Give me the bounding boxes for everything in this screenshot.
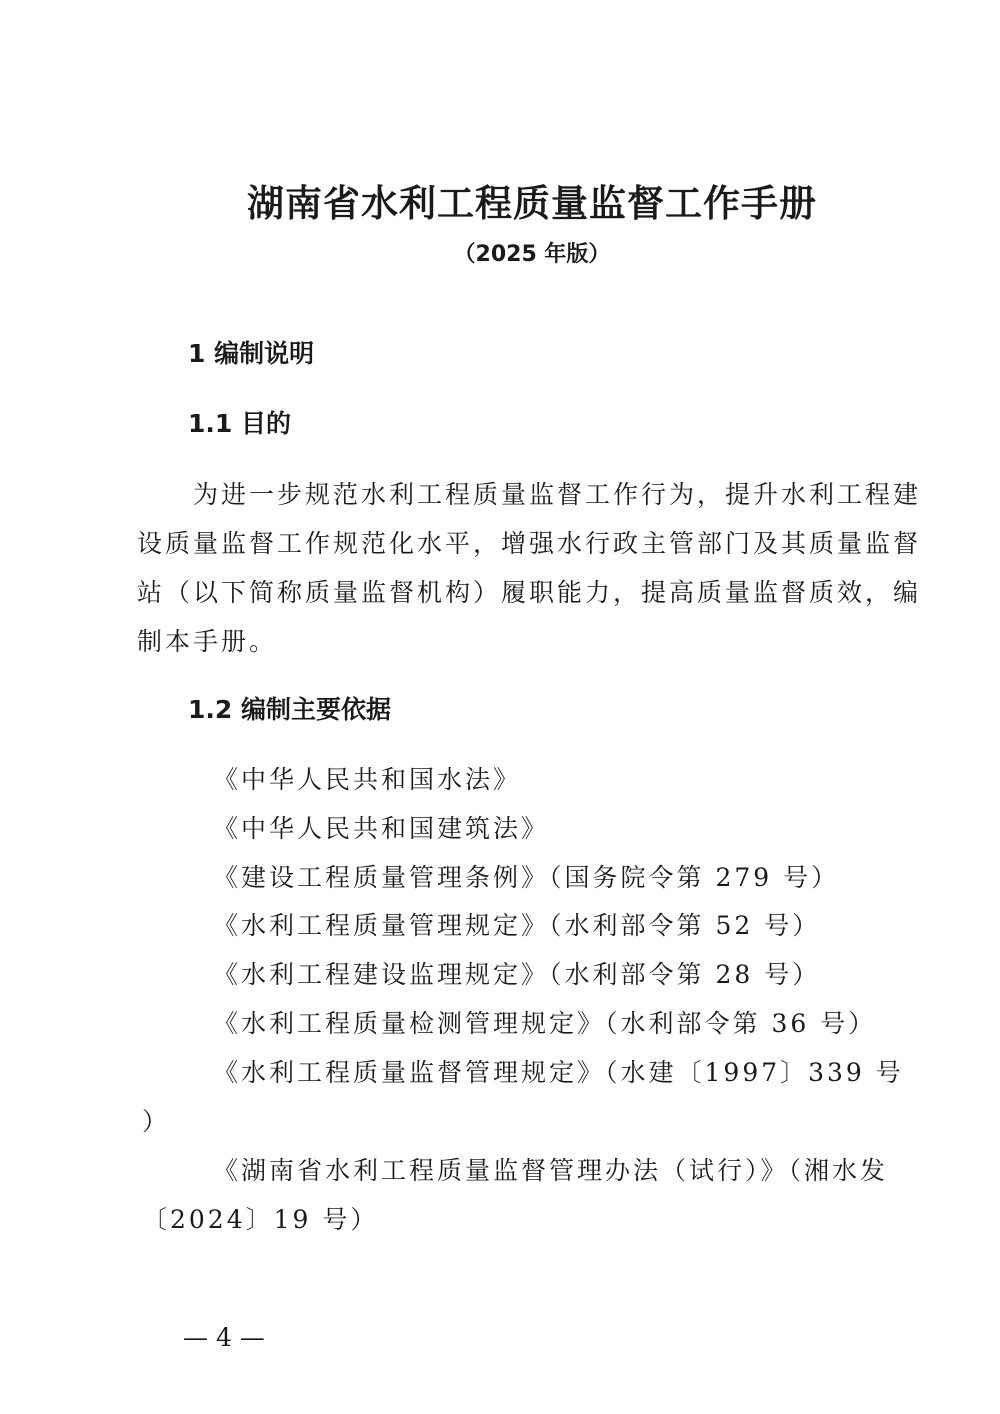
section-heading-1-1: 1.1 目的 [188,409,291,438]
purpose-line: 制本手册。 [137,627,278,656]
purpose-line: 设质量监督工作规范化水平，增强水行政主管部门及其质量监督 [137,529,922,558]
reference-item-continuation: 〔2024〕19 号） [142,1205,379,1234]
reference-item: 《中华人民共和国建筑法》 [213,814,550,843]
reference-item: 《中华人民共和国水法》 [213,765,522,794]
document-title: 湖南省水利工程质量监督工作手册 [247,182,817,225]
reference-item: 《建设工程质量管理条例》（国务院令第 279 号） [213,863,840,892]
purpose-paragraph [137,470,922,666]
document-subtitle: （2025 年版） [453,242,611,267]
section-heading-1-2: 1.2 编制主要依据 [188,695,391,724]
purpose-line: 为进一步规范水利工程质量监督工作行为，提升水利工程建 [137,480,922,509]
reference-item: 《水利工程质量检测管理规定》（水利部令第 36 号） [213,1009,877,1038]
page-number: — 4 — [183,1323,265,1352]
purpose-line: 站（以下简称质量监督机构）履职能力，提高质量监督质效，编 [137,578,922,607]
reference-item: 《水利工程质量管理规定》（水利部令第 52 号） [213,911,821,940]
reference-item: 《水利工程建设监理规定》（水利部令第 28 号） [213,960,821,989]
section-heading-1: 1 编制说明 [188,339,315,368]
reference-item-continuation: ） [142,1107,171,1136]
reference-item: 《湖南省水利工程质量监督管理办法（试行）》（湘水发 [213,1156,889,1185]
reference-item: 《水利工程质量监督管理规定》（水建〔1997〕339 号 [213,1058,904,1087]
